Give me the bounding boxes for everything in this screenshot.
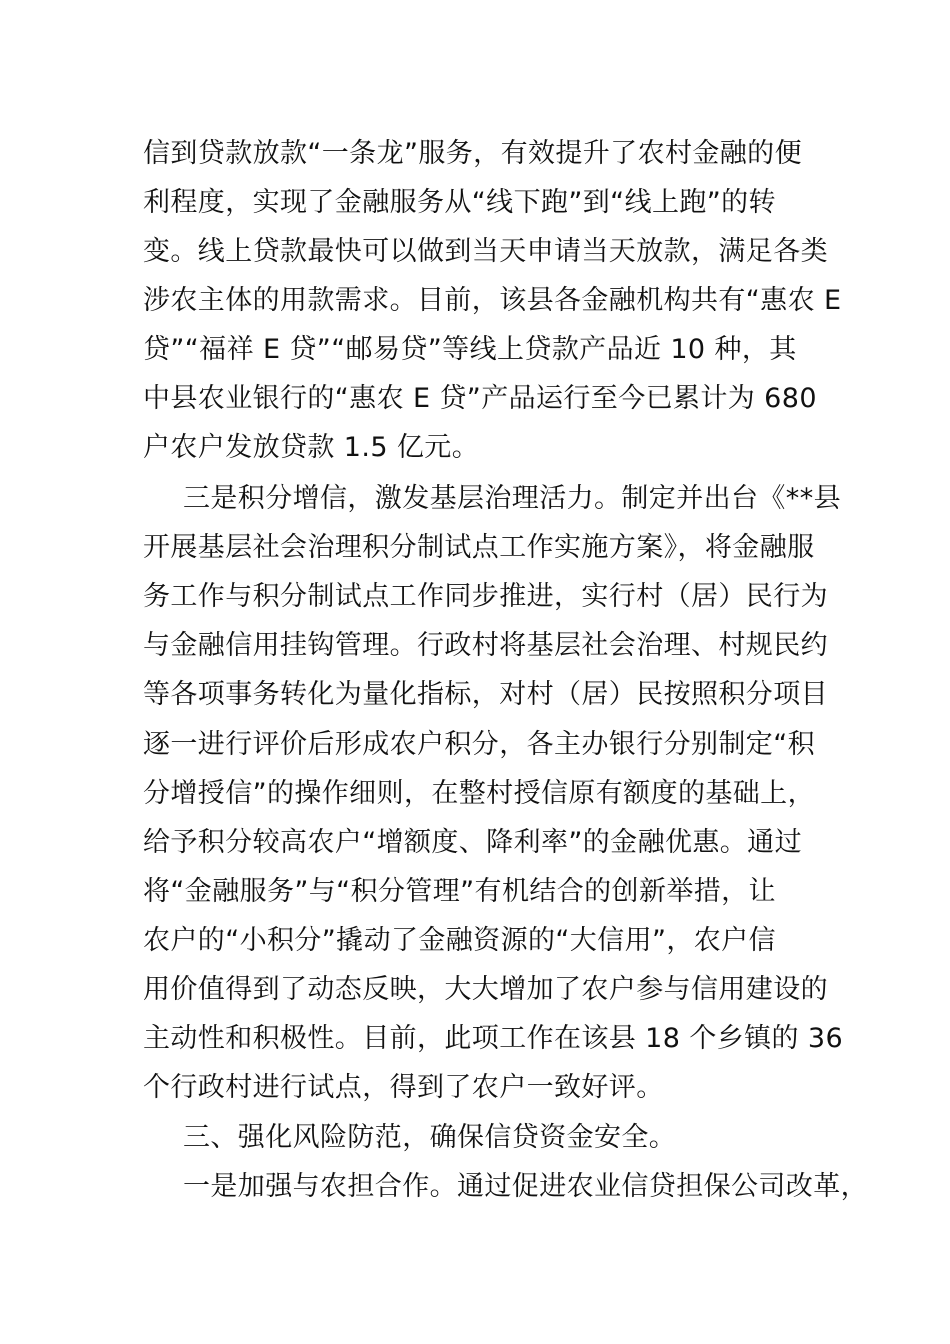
text-line: 分增授信”的操作细则，在整村授信原有额度的基础上， <box>143 778 815 809</box>
text-line: 用价值得到了动态反映，大大增加了农户参与信用建设的 <box>143 974 828 1005</box>
text-line: 给予积分较高农户“增额度、降利率”的金融优惠。通过 <box>143 827 802 858</box>
text-line: 户农户发放贷款 1.5 亿元。 <box>143 432 480 463</box>
text-line: 贷”“福祥 E 贷”“邮易贷”等线上贷款产品近 10 种，其 <box>143 334 797 365</box>
text-line: 个行政村进行试点，得到了农户一致好评。 <box>143 1072 664 1103</box>
text-line: 将“金融服务”与“积分管理”有机结合的创新举措，让 <box>143 876 776 907</box>
text-line: 农户的“小积分”撬动了金融资源的“大信用”，农户信 <box>143 925 776 956</box>
paragraph-first-line: 一是加强与农担合作。通过促进农业信贷担保公司改革， <box>183 1171 868 1202</box>
text-line: 开展基层社会治理积分制试点工作实施方案》，将金融服 <box>143 532 815 563</box>
text-line: 与金融信用挂钩管理。行政村将基层社会治理、村规民约 <box>143 630 828 661</box>
text-line: 利程度，实现了金融服务从“线下跑”到“线上跑”的转 <box>143 187 776 218</box>
text-line: 主动性和积极性。目前，此项工作在该县 18 个乡镇的 36 <box>143 1023 844 1054</box>
text-line: 逐一进行评价后形成农户积分，各主办银行分别制定“积 <box>143 729 815 760</box>
text-line: 等各项事务转化为量化指标，对村（居）民按照积分项目 <box>143 679 828 710</box>
section-heading: 三、强化风险防范，确保信贷资金安全。 <box>183 1122 677 1153</box>
text-line: 信到贷款放款“一条龙”服务，有效提升了农村金融的便 <box>143 138 802 169</box>
text-line: 涉农主体的用款需求。目前，该县各金融机构共有“惠农 E <box>143 285 842 316</box>
text-line: 务工作与积分制试点工作同步推进，实行村（居）民行为 <box>143 581 828 612</box>
text-line: 中县农业银行的“惠农 E 贷”产品运行至今已累计为 680 <box>143 383 817 414</box>
paragraph-first-line: 三是积分增信，激发基层治理活力。制定并出台《**县 <box>183 483 841 514</box>
text-line: 变。线上贷款最快可以做到当天申请当天放款，满足各类 <box>143 236 828 267</box>
